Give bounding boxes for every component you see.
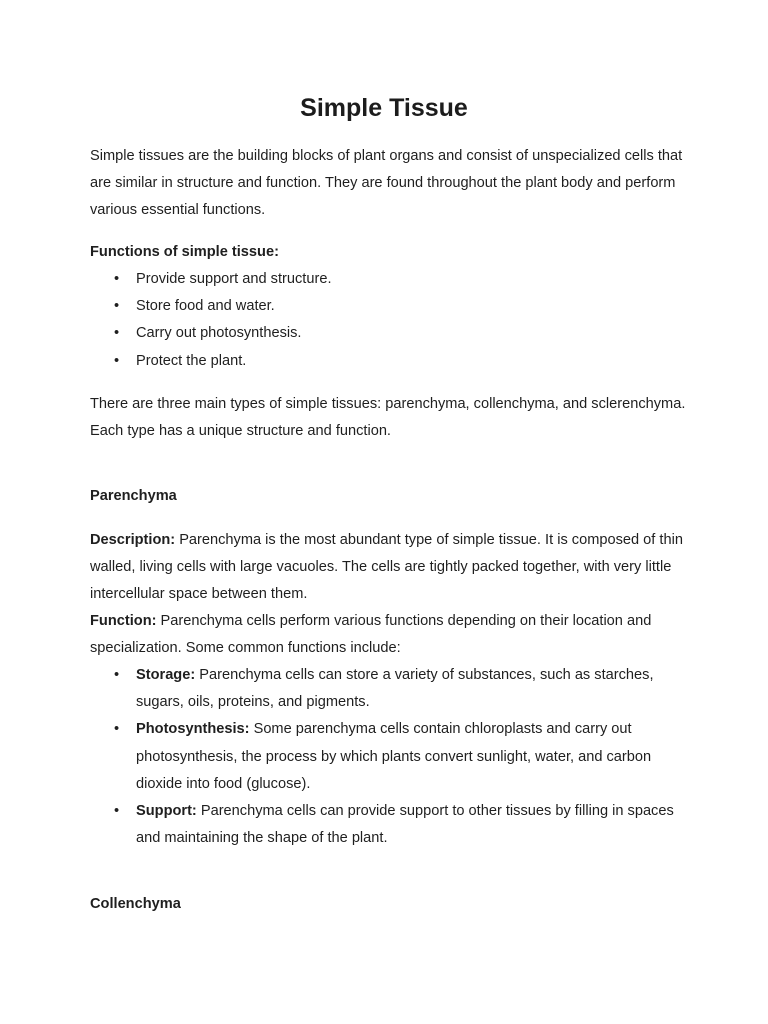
- list-item: • Store food and water.: [90, 293, 686, 320]
- types-paragraph: There are three main types of simple tissues: parenchyma, collenchyma, and sclerenchyma. Each type has a unique structure and function.: [90, 396, 686, 440]
- parenchyma-description: [90, 527, 686, 609]
- description-label: Description:: [90, 532, 176, 548]
- list-item: • Protect the plant.: [90, 348, 686, 375]
- bullet-icon: •: [114, 325, 120, 342]
- list-item: • Provide support and structure.: [90, 266, 686, 293]
- bullet-icon: •: [114, 271, 120, 287]
- list-item: • Support: Parenchyma cells can provide support to other tissues by filling in spaces and maintaining the shape of the plant.: [90, 798, 686, 852]
- parenchyma-function: [90, 608, 686, 662]
- function-label: Function:: [90, 613, 157, 629]
- page-title: Simple Tissue: [300, 94, 468, 122]
- intro-paragraph: Simple tissues are the building blocks of plant organs and consist of unspecialized cells that are similar in structure and function. They are found throughout the plant body and perform various essential functions.: [90, 148, 683, 219]
- functions-list: [90, 266, 686, 375]
- list-item: • Carry out photosynthesis.: [90, 320, 686, 347]
- bullet-icon: •: [114, 721, 120, 738]
- parenchyma-functions-list: [90, 662, 686, 852]
- list-item: • Storage: Parenchyma cells can store a variety of substances, such as starches, sugars, oils, proteins, and pigments.: [90, 662, 686, 716]
- functions-heading: Functions of simple tissue:: [90, 244, 279, 260]
- collenchyma-heading: Collenchyma: [90, 896, 181, 912]
- function-text: Parenchyma cells perform various functions depending on their location and specialization. Some common functions include:: [90, 613, 652, 657]
- bullet-icon: •: [114, 352, 120, 369]
- bullet-icon: •: [114, 803, 120, 820]
- list-item: • Photosynthesis: Some parenchyma cells contain chloroplasts and carry out photosynthesis, the process by which plants convert sunlight, water, and carbon dioxide into food (glucose).: [90, 716, 686, 798]
- bullet-icon: •: [114, 298, 120, 315]
- bullet-icon: •: [114, 667, 120, 683]
- parenchyma-heading: Parenchyma: [90, 488, 177, 504]
- description-text: Parenchyma is the most abundant type of simple tissue. It is composed of thin walled, living cells with large vacuoles. The cells are tightly packed together, with very little intercellular space between them.: [90, 532, 683, 603]
